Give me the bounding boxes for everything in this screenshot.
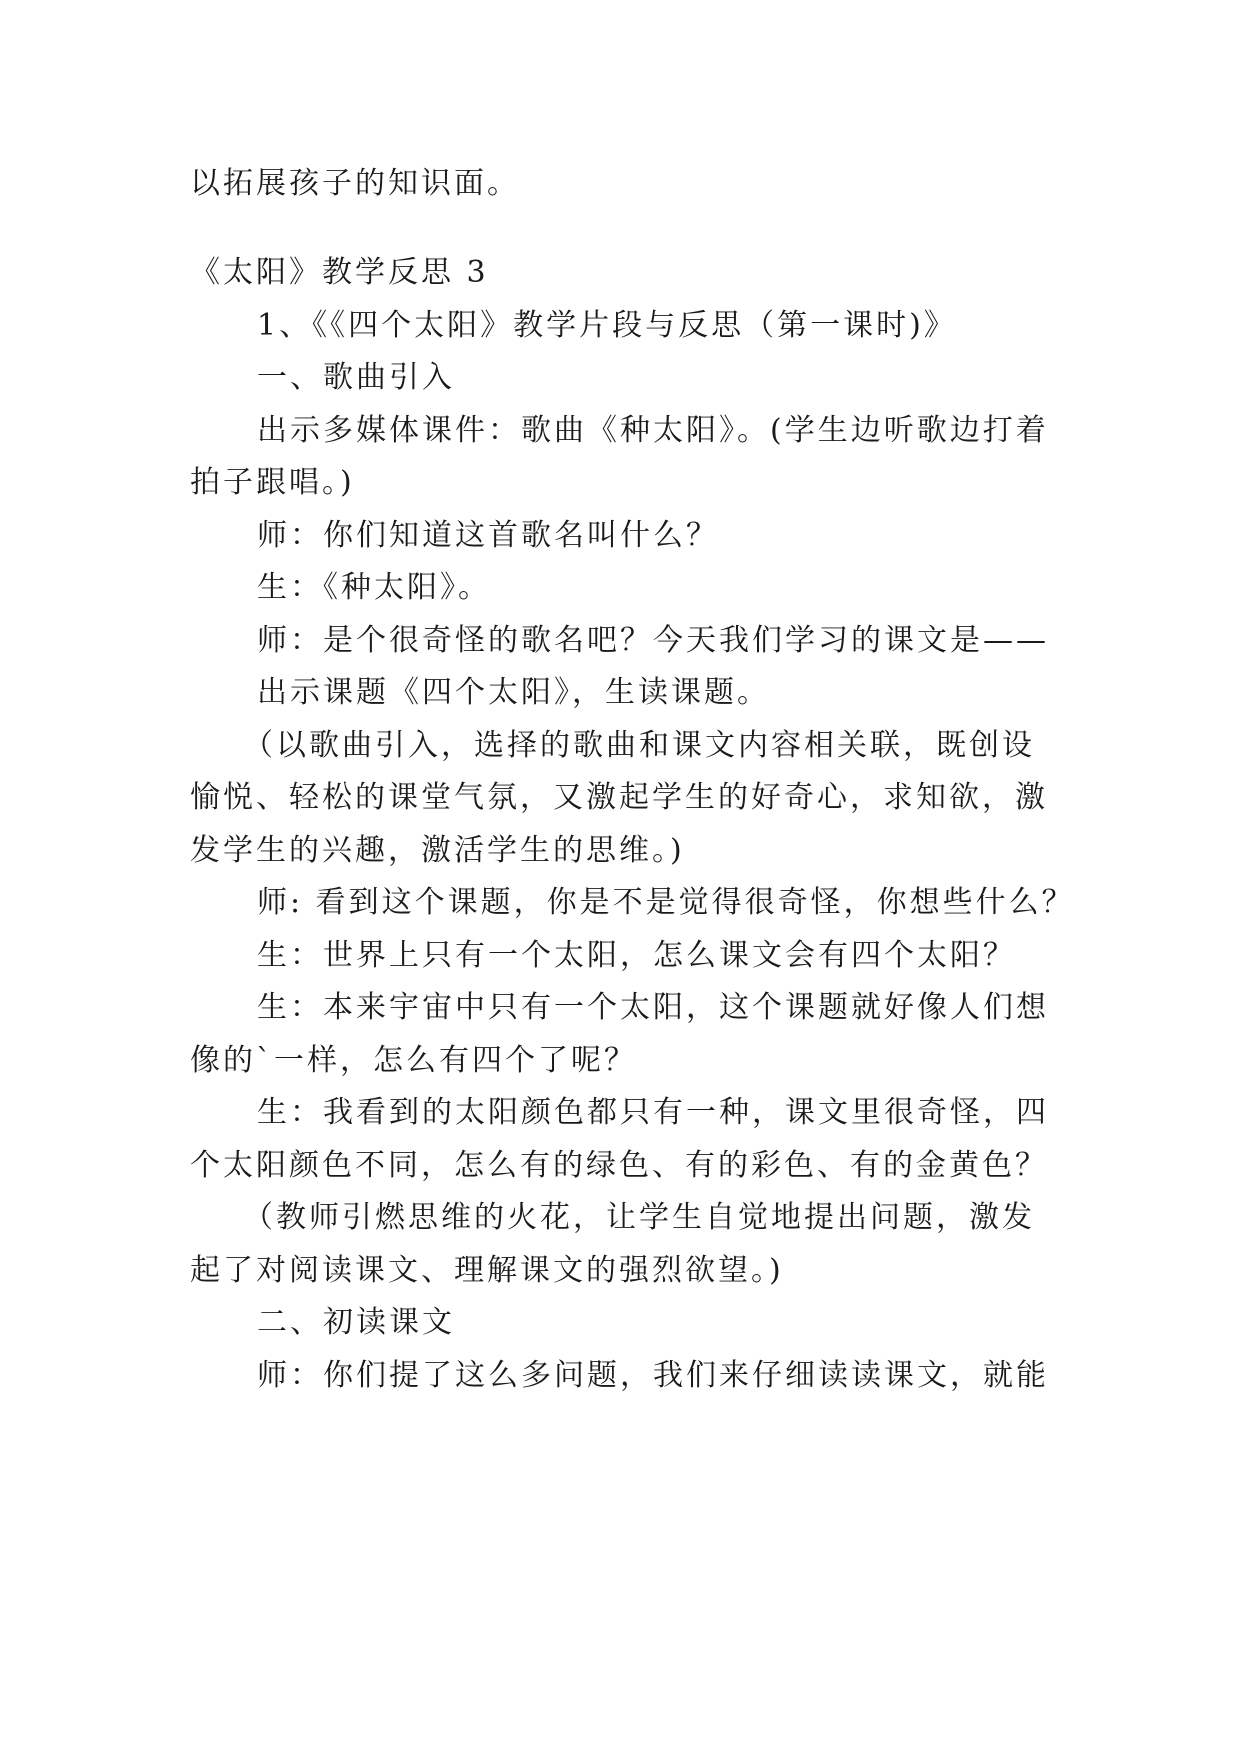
- dialogue-line: 像的`一样，怎么有四个了呢？: [190, 1043, 637, 1078]
- subsection-title: 1、《《四个太阳》教学片段与反思（第一课时)》: [257, 308, 957, 343]
- comment-line: 发学生的兴趣，激活学生的思维。): [190, 833, 685, 868]
- dialogue-line: 个太阳颜色不同，怎么有的绿色、有的彩色、有的金黄色？: [190, 1148, 1048, 1183]
- dialogue-line: 师：是个很奇怪的歌名吧？今天我们学习的课文是——: [257, 623, 1049, 658]
- dialogue-line: 生：本来宇宙中只有一个太阳，这个课题就好像人们想: [257, 990, 1049, 1025]
- dialogue-line: 生：世界上只有一个太阳，怎么课文会有四个太阳？: [257, 938, 1016, 973]
- heading-song-intro: 一、歌曲引入: [257, 360, 455, 395]
- dialogue-line: 师：你们知道这首歌名叫什么？: [257, 518, 719, 553]
- section-title: 《太阳》教学反思 3: [190, 255, 489, 290]
- comment-line: 起了对阅读课文、理解课文的强烈欲望。): [190, 1253, 784, 1288]
- dialogue-line: 师：你们提了这么多问题，我们来仔细读读课文，就能: [257, 1358, 1049, 1393]
- dialogue-line: 生：我看到的太阳颜色都只有一种，课文里很奇怪，四: [257, 1095, 1049, 1130]
- comment-line: 愉悦、轻松的课堂气氛，又激起学生的好奇心，求知欲，激: [190, 780, 1048, 815]
- dialogue-line: 师: 看到这个课题，你是不是觉得很奇怪，你想些什么？: [257, 885, 1075, 920]
- heading-first-reading: 二、初读课文: [257, 1305, 455, 1340]
- paragraph-line: 拍子跟唱。): [190, 465, 355, 500]
- comment-line: （以歌曲引入，选择的歌曲和课文内容相关联，既创设: [243, 728, 1035, 763]
- comment-line: （教师引燃思维的火花，让学生自觉地提出问题，激发: [243, 1200, 1035, 1235]
- paragraph-line: 以拓展孩子的知识面。: [190, 166, 520, 201]
- paragraph-line: 出示课题《四个太阳》，生读课题。: [257, 675, 770, 710]
- dialogue-line: 生：《种太阳》。: [257, 570, 491, 605]
- paragraph-line: 出示多媒体课件：歌曲《种太阳》。(学生边听歌边打着: [257, 413, 1049, 448]
